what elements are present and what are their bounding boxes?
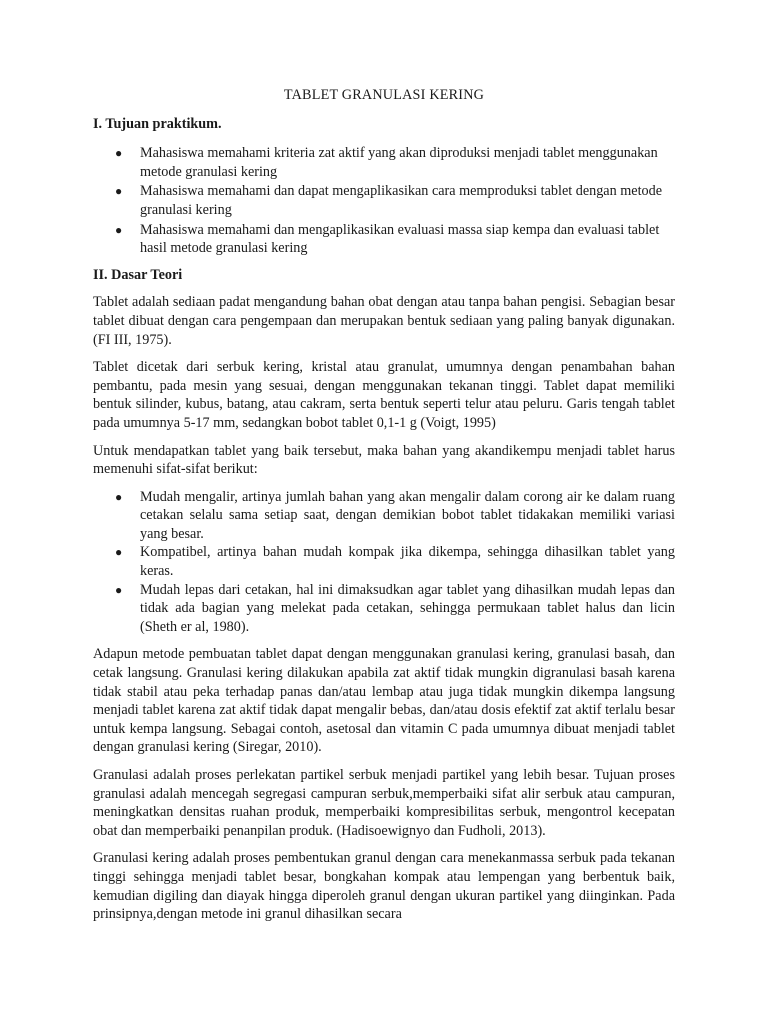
list-item	[93, 182, 675, 219]
goals-list	[93, 144, 675, 258]
bullet-icon: ●	[115, 582, 123, 597]
properties-list	[93, 488, 675, 637]
list-item-text: Mudah mengalir, artinya jumlah bahan yang akan mengalir dalam corong air ke dalam ruang cetakan selalu sama setiap saat, dengan demikian bobot tablet tidakakan memiliki variasi yang besar.	[140, 488, 675, 542]
bullet-icon: ●	[115, 489, 123, 504]
paragraph: Tablet adalah sediaan padat mengandung bahan obat dengan atau tanpa bahan pengisi. Sebagian besar tablet dibuat dengan cara pengempaan dan merupakan bentuk sediaan yang paling banyak digunakan. (FI III, 1975).	[93, 294, 675, 348]
list-item	[93, 543, 675, 580]
list-item	[93, 144, 675, 181]
bullet-icon: ●	[115, 222, 123, 237]
bullet-icon: ●	[115, 184, 123, 199]
bullet-icon: ●	[115, 545, 123, 560]
bullet-icon: ●	[115, 146, 123, 161]
list-item-text: Kompatibel, artinya bahan mudah kompak jika dikempa, sehingga dihasilkan tablet yang keras.	[140, 544, 675, 580]
list-item	[93, 581, 675, 637]
section-heading-tujuan: I. Tujuan praktikum.	[93, 115, 222, 132]
paragraph: Untuk mendapatkan tablet yang baik tersebut, maka bahan yang akandikempu menjadi tablet harus memenuhi sifat-sifat berikut:	[93, 442, 675, 478]
page-title: TABLET GRANULASI KERING	[283, 87, 485, 103]
list-item-text: Mahasiswa memahami kriteria zat aktif yang akan diproduksi menjadi tablet menggunakan metode granulasi kering	[140, 145, 658, 180]
paragraph: Granulasi kering adalah proses pembentukan granul dengan cara menekanmassa serbuk pada tekanan tinggi sehingga menjadi tablet besar, bongkahan kompak atau lempengan yang berbentuk baik, kemudian digiling dan diayak hingga diperoleh granul dengan ukuran partikel yang diinginkan. Pada prinsipnya,dengan metode ini granul dihasilkan secara	[93, 850, 675, 923]
list-item	[93, 221, 675, 258]
document-page	[93, 86, 675, 933]
paragraph: Granulasi adalah proses perlekatan partikel serbuk menjadi partikel yang lebih besar. Tujuan proses granulasi adalah mencegah segregasi campuran serbuk,memperbaiki sifat alir serbuk atau campuran, meningkatkan densitas ruahan produk, memperbaiki kompresibilitas serbuk, mengontrol kecepatan obat dan memperbaiki penanpilan produk. (Hadisoewignyo dan Fudholi, 2013).	[93, 767, 675, 839]
list-item	[93, 488, 675, 544]
paragraph: Adapun metode pembuatan tablet dapat dengan menggunakan granulasi kering, granulasi basah, dan cetak langsung. Granulasi kering dilakukan apabila zat aktif tidak mungkin digranulasi basah karena tidak stabil atau peka terhadap panas dan/atau lembap atau juga tidak mungkin dikempa langsung menjadi tablet karena zat aktif tidak dapat mengalir bebas, dan/atau dosis efektif zat aktif terlalu besar untuk kempa langsung. Sebagai contoh, asetosal dan vitamin C pada umumnya dibuat menjadi tablet dengan granulasi kering (Siregar, 2010).	[93, 646, 675, 756]
list-item-text: Mahasiswa memahami dan dapat mengaplikasikan cara memproduksi tablet dengan metode granulasi kering	[140, 183, 663, 218]
list-item-text: Mahasiswa memahami dan mengaplikasikan evaluasi massa siap kempa dan evaluasi tablet hasil metode granulasi kering	[140, 221, 660, 257]
section-heading-dasar-teori: II. Dasar Teori	[93, 266, 183, 283]
paragraph: Tablet dicetak dari serbuk kering, kristal atau granulat, umumnya dengan penambahan bahan pembantu, pada mesin yang sesuai, dengan menggunakan tekanan tinggi. Tablet dapat memiliki bentuk silinder, kubus, batang, atau cakram, serta bentuk seperti telur atau peluru. Garis tengah tablet pada umumnya 5-17 mm, sedangkan bobot tablet 0,1-1 g (Voigt, 1995)	[93, 359, 675, 431]
list-item-text: Mudah lepas dari cetakan, hal ini dimaksudkan agar tablet yang dihasilkan mudah lepas dan tidak ada bagian yang melekat pada cetakan, sehingga permukaan tablet halus dan licin (Sheth er al, 1980).	[140, 581, 675, 635]
